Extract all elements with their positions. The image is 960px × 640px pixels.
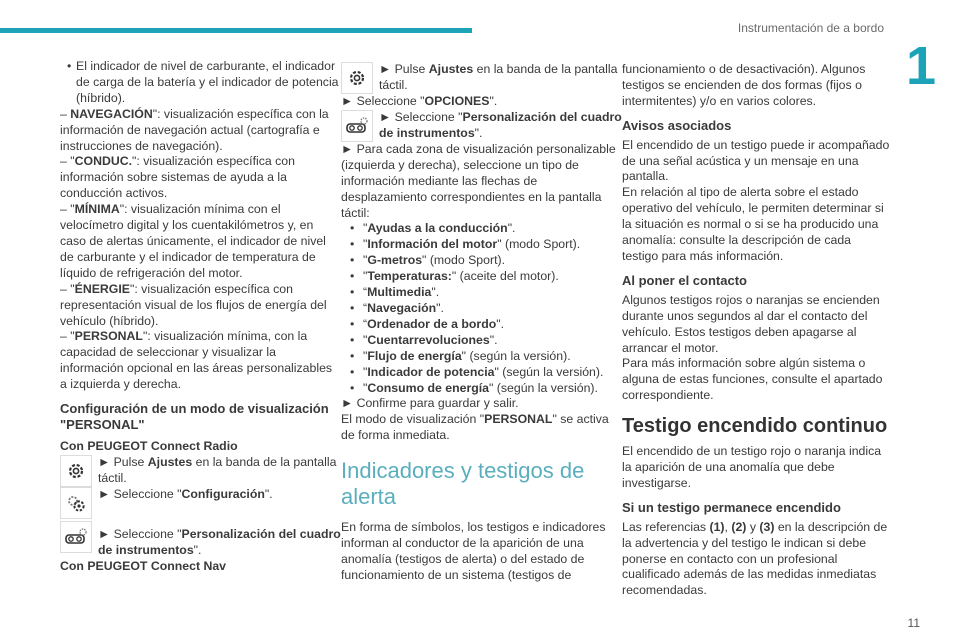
indicators-intro: En forma de símbolos, los testigos e indicadores informan al conductor de la aparición de una anomalía (testigos de alerta) o del estado de funcionamiento de un sistema (testigos de xyxy=(341,520,606,582)
heading-permanece: Si un testigo permanece encendido xyxy=(622,499,841,515)
heading-personal-mode: Configuración de un modo de visualización "PERSONAL" xyxy=(60,401,329,432)
item-personal: – "PERSONAL": visualización mínima, con la capacidad de seleccionar y visualizar la información opcional en las áreas personalizables a izquierda y derecha. xyxy=(60,329,333,392)
contacto-paragraph-2: Para más información sobre algún sistema o alguna de estas funciones, consulte el apartado correspondiente. xyxy=(622,356,883,403)
column-3 xyxy=(622,62,890,599)
step-confirm: ► Confirme para guardar y salir. xyxy=(341,396,519,411)
running-header: Instrumentación de a bordo xyxy=(737,21,884,35)
intro-continued: funcionamiento o de desactivación). Algunos testigos se encienden de dos formas (fijos o intermitentes) y/o en varios colores. xyxy=(622,62,866,108)
step-ajustes-nav: ► Pulse Ajustes en la banda de la pantalla táctil. xyxy=(341,62,623,94)
permanece-paragraph: Las referencias (1), (2) y (3) en la descripción de la advertencia y del testigo le indican si debe ponerse en contacto con un profesional cualificado además de las medidas inmediatas recomendadas. xyxy=(622,519,888,598)
heading-contacto: Al poner el contacto xyxy=(622,272,747,288)
settings-gear-icon xyxy=(341,62,373,94)
instrument-panel-settings-icon xyxy=(60,521,92,553)
section-title-indicators: Indicadores y testigos de alerta xyxy=(341,458,585,510)
list-item: • "Ayudas a la conducción". xyxy=(341,221,623,237)
list-item: • "Indicador de potencia" (según la versión). xyxy=(341,365,623,381)
settings-gear-icon xyxy=(60,455,92,487)
item-energie: – "ÉNERGIE": visualización específica con representación visual de los flujos de energía del vehículo (híbrido). xyxy=(60,281,327,328)
instrument-panel-settings-icon xyxy=(341,110,373,142)
list-item: • "Temperaturas:" (aceite del motor). xyxy=(341,269,623,285)
step-personalizacion: ► Seleccione "Personalización del cuadro de instrumentos". xyxy=(60,521,342,559)
configuration-gears-icon xyxy=(60,487,92,519)
step-settings: ► Pulse Ajustes en la banda de la pantalla táctil. xyxy=(60,455,342,487)
step-configuracion: ► Seleccione "Configuración". xyxy=(60,487,342,519)
chapter-number: 1 xyxy=(906,36,937,96)
avisos-paragraph-1: El encendido de un testigo puede ir acompañado de una señal acústica y un mensaje en una pantalla. xyxy=(622,137,890,184)
mode-activation-note: El modo de visualización "PERSONAL" se activa de forma inmediata. xyxy=(341,412,609,443)
avisos-paragraph-2: En relación al tipo de alerta sobre el estado operativo del vehículo, le permiten determinar si la situación es normal o si se ha producido una anomalía: consulte la descripción de cada testigo para más información. xyxy=(622,185,884,263)
step-zones: ► Para cada zona de visualización personalizable (izquierda y derecha), seleccione un tipo de información mediante las flechas de desplazamiento correspondientes en la pantalla táctil: xyxy=(341,141,616,220)
step-personalizacion-nav: ► Seleccione "Personalización del cuadro de instrumentos". xyxy=(341,110,623,142)
nav-subheading: Con PEUGEOT Connect Nav xyxy=(60,558,227,573)
column-2 xyxy=(341,62,623,584)
list-item: • "Cuentarrevoluciones". xyxy=(341,333,623,349)
list-item: • “Ordenador de a bordo". xyxy=(341,317,623,333)
list-item: • "Flujo de energía" (según la versión). xyxy=(341,349,623,365)
bullet-fuel-indicator: • El indicador de nivel de carburante, el indicador de carga de la batería y el indicador de potencia (híbrido). xyxy=(60,59,342,107)
continuous-paragraph: El encendido de un testigo rojo o naranja indica la aparición de una anomalía que debe investigarse. xyxy=(622,444,882,490)
radio-subheading: Con PEUGEOT Connect Radio xyxy=(60,438,238,453)
list-item: • "Consumo de energía" (según la versión). xyxy=(341,381,623,397)
header-accent-bar xyxy=(0,28,472,33)
list-item: • "Información del motor" (modo Sport). xyxy=(341,237,623,253)
step-opciones: ► Seleccione "OPCIONES". xyxy=(341,94,498,108)
item-minima: – "MÍNIMA": visualización mínima con el velocímetro digital y los cuentakilómetros y, en caso de alertas únicamente, el indicador de nivel de carburante y el indicador de temperatura de líquido de refrigeración del motor. xyxy=(60,202,326,280)
item-navegacion: – NAVEGACIÓN": visualización específica con la información de navegación actual (cartografía e instrucciones de navegación). xyxy=(60,106,329,153)
info-type-list xyxy=(341,221,623,396)
heading-avisos: Avisos asociados xyxy=(622,117,732,133)
section-title-continuous: Testigo encendido continuo xyxy=(622,415,888,438)
page-number: 11 xyxy=(907,616,920,630)
contacto-paragraph-1: Algunos testigos rojos o naranjas se encienden durante unos segundos al dar el contacto del vehículo. Estos testigos deben apagarse al arrancar el motor. xyxy=(622,292,880,355)
list-item: • “Navegación". xyxy=(341,301,623,317)
list-item: • "G-metros" (modo Sport). xyxy=(341,253,623,269)
item-conduc: – "CONDUC.": visualización específica con información sobre sistemas de ayuda a la conducción activos. xyxy=(60,154,295,201)
list-item: • “Multimedia". xyxy=(341,285,623,301)
column-1 xyxy=(60,59,342,574)
